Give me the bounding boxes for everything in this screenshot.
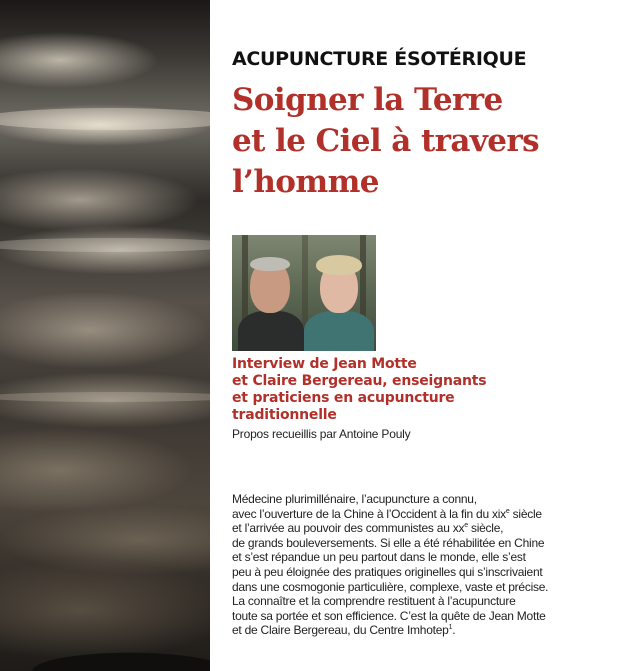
lead-line: La connaître et la comprendre restituent à l’acupuncture: [232, 594, 516, 609]
lead-line: peu à peu éloignée des pratiques originelles qui s’inscrivaient: [232, 564, 543, 579]
interview-line: et Claire Bergereau, enseignants: [232, 373, 487, 389]
cloudy-sky-photo: [0, 0, 210, 671]
title-line: l’homme: [232, 164, 379, 200]
interview-line: traditionnelle: [232, 407, 337, 423]
interview-line: et praticiens en acupuncture: [232, 390, 455, 406]
section-kicker: ACUPUNCTURE ÉSOTÉRIQUE: [232, 48, 527, 70]
lead-paragraph: [232, 492, 612, 638]
title-line: Soigner la Terre: [232, 82, 503, 118]
title-line: et le Ciel à travers: [232, 123, 540, 159]
lead-line: toute sa portée et son efficience. C’est la quête de Jean Motte: [232, 608, 546, 623]
lead-line: et de Claire Bergereau, du Centre Imhotep$^1$.: [232, 623, 456, 638]
lead-line: dans une cosmogonie particulière, complexe, vaste et précise.: [232, 579, 549, 594]
dark-hill-silhouette: [0, 641, 210, 671]
article-title: [232, 80, 622, 203]
interview-heading: [232, 356, 532, 424]
interview-line: Interview de Jean Motte: [232, 356, 417, 372]
lead-line: et l’arrivée au pouvoir des communistes au $xx^e$ siècle,: [232, 521, 504, 536]
woman-figure: [304, 311, 374, 351]
byline: Propos recueillis par Antoine Pouly: [232, 427, 411, 441]
lead-line: Médecine plurimillénaire, l’acupuncture a connu,: [232, 492, 477, 506]
portrait-photo-jean-motte-claire-bergereau: [232, 235, 376, 351]
lead-line: avec l’ouverture de la Chine à l’Occident à la fin du xix$^e$ siècle: [232, 506, 542, 521]
lead-line: et s’est répandue un peu partout dans le monde, elle s’est: [232, 550, 526, 565]
footnote-mark: 1: [448, 624, 453, 632]
lead-line: de grands bouleversements. Si elle a été réhabilitée en Chine: [232, 535, 545, 550]
man-figure: [238, 311, 304, 351]
